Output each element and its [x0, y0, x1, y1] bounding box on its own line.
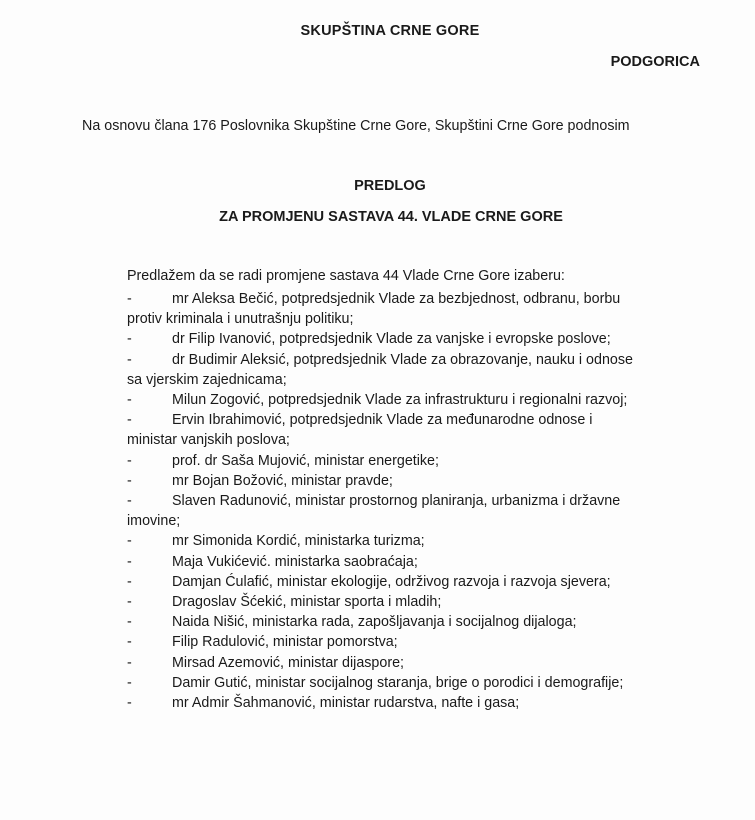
- nominee-text: Slaven Radunović, ministar prostornog planiranja, urbanizma i državne: [172, 493, 621, 510]
- nominee-line: [127, 673, 707, 693]
- nominee-item: [127, 632, 707, 652]
- institution-heading: SKUPŠTINA CRNE GORE: [300, 23, 480, 39]
- bullet-dash: -: [127, 654, 132, 671]
- bullet-dash: -: [127, 594, 132, 611]
- nominee-line: [127, 693, 707, 713]
- bullet-dash: -: [127, 634, 132, 651]
- nominee-line: [127, 289, 707, 309]
- bullet-dash: -: [127, 412, 132, 429]
- nominee-text: Damir Gutić, ministar socijalnog staranja, brige o porodici i demografije;: [172, 674, 624, 691]
- nominee-item: [127, 471, 707, 491]
- nominee-text: Ervin Ibrahimović, potpredsjednik Vlade za međunarodne odnose i: [172, 412, 593, 429]
- nominee-text: Damjan Ćulafić, ministar ekologije, održivog razvoja i razvoja sjevera;: [172, 573, 611, 590]
- bullet-dash: -: [127, 472, 132, 489]
- bullet-dash: -: [127, 553, 132, 570]
- nominee-item: [127, 329, 707, 349]
- proposal-lead: Predlažem da se radi promjene sastava 44 Vlade Crne Gore izaberu:: [127, 268, 565, 284]
- bullet-dash: -: [127, 533, 132, 550]
- nominee-line: [127, 572, 707, 592]
- nominee-text: Dragoslav Šćekić, ministar sporta i mladih;: [172, 594, 442, 611]
- nominee-item: [127, 289, 707, 329]
- document-title: PREDLOG: [354, 178, 426, 194]
- bullet-dash: -: [127, 452, 132, 469]
- nominee-line: [127, 552, 707, 572]
- nominee-item: [127, 552, 707, 572]
- nominee-line: [127, 653, 707, 673]
- nominee-text: dr Filip Ivanović, potpredsjednik Vlade za vanjske i evropske poslove;: [172, 331, 611, 348]
- nominee-line: [127, 531, 707, 551]
- nominee-line: [127, 329, 707, 349]
- nominee-text: Filip Radulović, ministar pomorstva;: [172, 634, 398, 651]
- intro-paragraph: Na osnovu člana 176 Poslovnika Skupštine Crne Gore, Skupštini Crne Gore podnosim: [82, 118, 630, 134]
- nominee-text: Milun Zogović, potpredsjednik Vlade za infrastrukturu i regionalni razvoj;: [172, 392, 628, 409]
- nominee-item: [127, 350, 707, 390]
- nominee-item: [127, 612, 707, 632]
- nominee-line: [127, 390, 707, 410]
- nominee-text: dr Budimir Aleksić, potpredsjednik Vlade za obrazovanje, nauku i odnose: [172, 351, 633, 368]
- bullet-dash: -: [127, 351, 132, 368]
- bullet-dash: -: [127, 493, 132, 510]
- nominee-item: [127, 592, 707, 612]
- document-subtitle: ZA PROMJENU SASTAVA 44. VLADE CRNE GORE: [219, 209, 563, 225]
- nominee-item: [127, 653, 707, 673]
- nominee-text: Mirsad Azemović, ministar dijaspore;: [172, 654, 405, 671]
- nominee-text: mr Admir Šahmanović, ministar rudarstva, nafte i gasa;: [172, 695, 520, 712]
- nominee-line: [127, 350, 707, 370]
- bullet-dash: -: [127, 573, 132, 590]
- nominee-item: [127, 451, 707, 471]
- nominee-item: [127, 390, 707, 410]
- nominee-line: [127, 471, 707, 491]
- nominee-text: mr Simonida Kordić, ministarka turizma;: [172, 533, 425, 550]
- nominee-text: Maja Vukićević. ministarka saobraćaja;: [172, 553, 418, 570]
- bullet-dash: -: [127, 614, 132, 631]
- city-heading: PODGORICA: [610, 54, 700, 70]
- nominee-line: [127, 592, 707, 612]
- nominee-line: [127, 612, 707, 632]
- bullet-dash: -: [127, 674, 132, 691]
- nominee-item: [127, 410, 707, 450]
- bullet-dash: -: [127, 331, 132, 348]
- nominee-continuation: sa vjerskim zajednicama;: [127, 371, 287, 388]
- nominee-continuation: protiv kriminala i unutrašnju politiku;: [127, 311, 354, 328]
- nominee-item: [127, 572, 707, 592]
- nominee-item: [127, 693, 707, 713]
- nominee-item: [127, 673, 707, 693]
- nominee-line: [127, 451, 707, 471]
- nominee-line: [127, 410, 707, 430]
- nominee-item: [127, 491, 707, 531]
- bullet-dash: -: [127, 392, 132, 409]
- bullet-dash: -: [127, 695, 132, 712]
- nominee-list: [127, 289, 707, 713]
- nominee-text: Naida Nišić, ministarka rada, zapošljavanja i socijalnog dijaloga;: [172, 614, 577, 631]
- nominee-line: [127, 491, 707, 511]
- nominee-text: mr Aleksa Bečić, potpredsjednik Vlade za bezbjednost, odbranu, borbu: [172, 291, 621, 307]
- nominee-item: [127, 531, 707, 551]
- bullet-dash: -: [127, 291, 132, 307]
- nominee-continuation: ministar vanjskih poslova;: [127, 432, 290, 449]
- nominee-line: [127, 632, 707, 652]
- nominee-text: mr Bojan Božović, ministar pravde;: [172, 472, 393, 489]
- nominee-continuation: imovine;: [127, 513, 181, 530]
- nominee-text: prof. dr Saša Mujović, ministar energetike;: [172, 452, 439, 469]
